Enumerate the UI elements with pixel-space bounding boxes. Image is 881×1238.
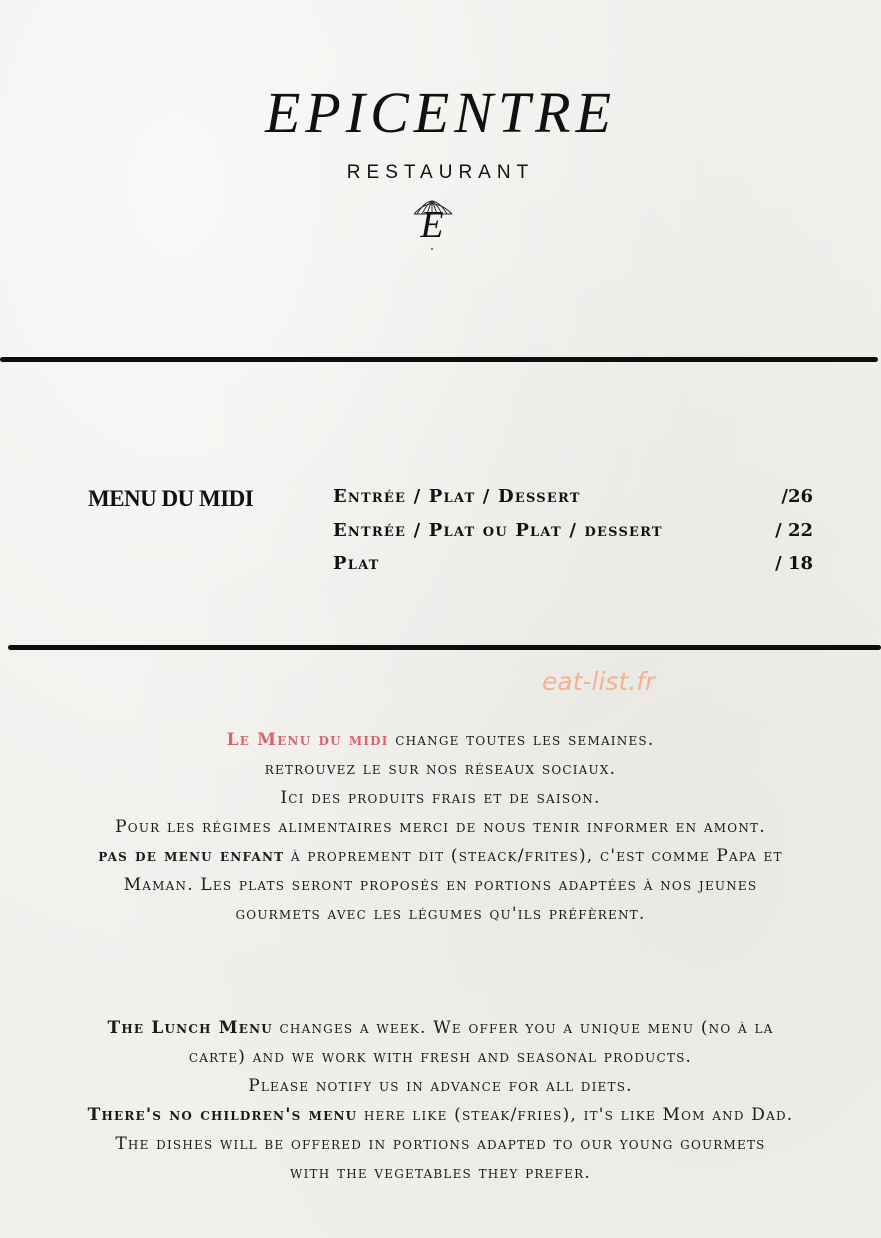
english-notes — [20, 1014, 861, 1188]
menu-item-label: Plat — [333, 553, 380, 574]
divider-bottom — [8, 645, 881, 650]
french-text: à proprement dit (steack/frites), c'est comme Papa et — [284, 846, 783, 866]
french-line: Pour les régimes alimentaires merci de nous tenir informer en amont. — [115, 817, 766, 837]
restaurant-name: EPICENTRE — [264, 80, 617, 145]
french-line: gourmets avec les légumes qu'ils préfèrent. — [235, 904, 646, 924]
english-line — [20, 1101, 861, 1130]
french-line: Ici des produits frais et de saison. — [280, 788, 601, 808]
restaurant-subtitle: RESTAURANT — [346, 162, 535, 183]
menu-item-label: Entrée / Plat / Dessert — [333, 486, 581, 507]
english-line: The dishes will be offered in portions adapted to our young gourmets — [115, 1134, 766, 1154]
french-text: change toutes les semaines. — [388, 730, 655, 750]
english-text: here like (steak/fries), it's like Mom and Dad. — [357, 1105, 794, 1125]
watermark: eat-list.fr — [542, 667, 656, 696]
english-line — [20, 1014, 861, 1043]
french-line: Maman. Les plats seront proposés en portions adaptées à nos jeunes — [123, 875, 758, 895]
menu-item-price: /26 — [781, 486, 813, 507]
menu-item-price: / 18 — [775, 553, 813, 574]
divider-top — [0, 357, 878, 362]
logo-letter: E — [420, 204, 444, 246]
english-text: changes a week. We offer you a unique menu (no à la — [272, 1018, 774, 1038]
english-line: with the vegetables they prefer. — [290, 1163, 591, 1183]
french-line: retrouvez le sur nos réseaux sociaux. — [264, 759, 617, 779]
french-line — [20, 842, 861, 871]
french-line — [20, 726, 861, 755]
english-line: Please notify us in advance for all diets. — [248, 1076, 633, 1096]
menu-item-price: / 22 — [775, 520, 813, 541]
french-notes — [20, 726, 861, 929]
english-line: carte) and we work with fresh and seasonal products. — [188, 1047, 693, 1067]
french-bold: pas de menu enfant — [98, 846, 285, 866]
menu-heading: MENU DU MIDI — [88, 486, 254, 511]
menu-item-label: Entrée / Plat ou Plat / dessert — [333, 520, 663, 541]
french-highlight: Le Menu du midi — [226, 730, 389, 750]
logo — [404, 196, 460, 252]
english-bold: The Lunch Menu — [107, 1018, 273, 1038]
english-bold: There's no children's menu — [87, 1105, 358, 1125]
